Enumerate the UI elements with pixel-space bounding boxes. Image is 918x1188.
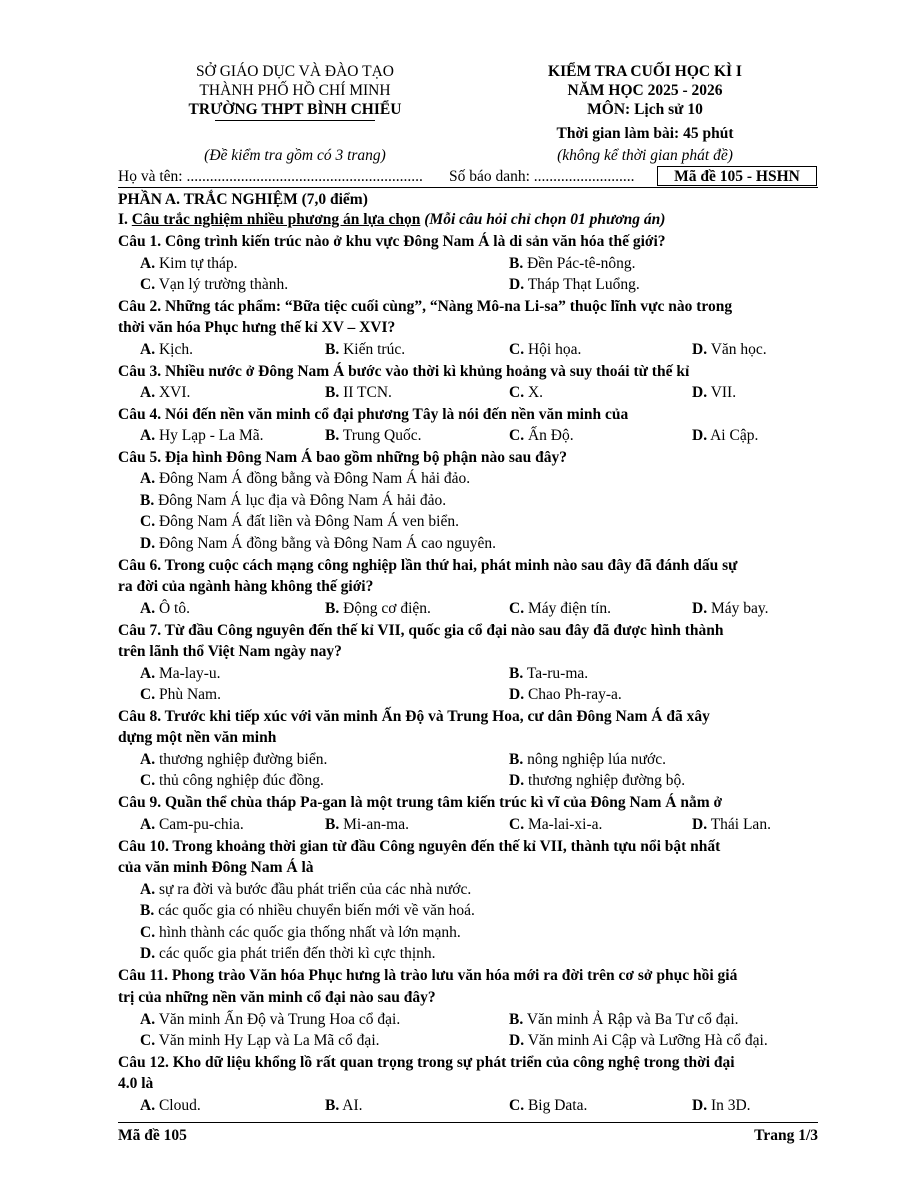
option-label: C.	[140, 686, 156, 703]
option-label: B.	[509, 665, 524, 682]
q1-option-c	[140, 275, 288, 295]
option-label: D.	[509, 772, 525, 789]
q4-option-d	[692, 426, 758, 446]
option-text: Đông Nam Á đồng bằng và Đông Nam Á cao nguyên.	[158, 535, 497, 552]
question-12-line-1: Câu 12. Kho dữ liệu khổng lồ rất quan trọng trong sự phát triển của công nghệ trong thời đại	[118, 1054, 735, 1071]
option-label: A.	[140, 1011, 156, 1028]
option-text: thương nghiệp đường bộ.	[527, 772, 686, 789]
option-text: Ai Cập.	[710, 427, 759, 444]
question-10-line-1: Câu 10. Trong khoảng thời gian từ đầu Công nguyên đến thế kỉ VII, thành tựu nổi bật nhất	[118, 838, 721, 855]
option-text: Đông Nam Á đồng bằng và Đông Nam Á hải đảo.	[158, 470, 471, 487]
q12-option-b	[325, 1096, 362, 1116]
school-year: NĂM HỌC 2025 - 2026	[567, 82, 723, 99]
q3-option-a	[140, 383, 190, 403]
option-text: II TCN.	[343, 384, 392, 401]
option-label: D.	[692, 1097, 708, 1114]
q6-option-d	[692, 599, 769, 619]
option-text: Thái Lan.	[710, 816, 771, 833]
q11-option-c	[140, 1031, 380, 1051]
option-label: B.	[509, 751, 524, 768]
option-text: In 3D.	[710, 1097, 751, 1114]
question-10-line-2: của văn minh Đông Nam Á là	[118, 859, 314, 876]
school-underline	[215, 120, 375, 121]
option-label: D.	[692, 600, 708, 617]
option-label: C.	[140, 924, 156, 941]
q7-option-d	[509, 685, 622, 705]
option-text: các quốc gia phát triển đến thời kì cực thịnh.	[158, 945, 436, 962]
option-text: XVI.	[158, 384, 191, 401]
q9-option-b	[325, 815, 409, 835]
option-label: B.	[325, 341, 340, 358]
q2-option-d	[692, 340, 767, 360]
option-label: B.	[325, 600, 340, 617]
option-text: Tháp Thạt Luổng.	[527, 276, 640, 293]
q9-option-c	[509, 815, 602, 835]
question-5: Câu 5. Địa hình Đông Nam Á bao gồm những bộ phận nào sau đây?	[118, 449, 568, 466]
option-text: Máy điện tín.	[527, 600, 612, 617]
q10-option-c	[140, 923, 461, 943]
city-name: THÀNH PHỐ HỒ CHÍ MINH	[199, 82, 391, 99]
q7-option-c	[140, 685, 221, 705]
q8-option-d	[509, 771, 685, 791]
option-text: Chao Ph-ray-a.	[527, 686, 622, 703]
q12-option-d	[692, 1096, 751, 1116]
option-label: C.	[140, 513, 156, 530]
q10-option-a	[140, 880, 471, 900]
q8-option-a	[140, 750, 327, 770]
student-id-field: Số báo danh: ..........................	[449, 168, 635, 185]
exam-code-box: Mã đề 105 - HSHN	[657, 166, 817, 186]
option-label: A.	[140, 665, 156, 682]
option-text: Văn minh Hy Lạp và La Mã cổ đại.	[158, 1032, 380, 1049]
exam-title: KIỂM TRA CUỐI HỌC KÌ I	[548, 63, 742, 80]
option-text: Ma-lai-xi-a.	[527, 816, 603, 833]
q11-option-d	[509, 1031, 768, 1051]
option-text: Ô tô.	[158, 600, 190, 617]
option-text: Đông Nam Á lục địa và Đông Nam Á hải đảo.	[158, 492, 447, 509]
q1-option-a	[140, 254, 238, 274]
subtitle-note: (Mỗi câu hỏi chỉ chọn 01 phương án)	[420, 211, 666, 228]
option-text: X.	[527, 384, 544, 401]
q1-option-d	[509, 275, 640, 295]
option-label: D.	[692, 384, 708, 401]
header-left	[150, 62, 440, 121]
option-label: D.	[140, 945, 156, 962]
option-text: Đền Pác-tê-nông.	[527, 255, 636, 272]
footer-rule	[118, 1122, 818, 1123]
department-name: SỞ GIÁO DỤC VÀ ĐÀO TẠO	[196, 63, 394, 80]
option-label: B.	[325, 816, 340, 833]
q2-option-a	[140, 340, 193, 360]
option-label: A.	[140, 600, 156, 617]
q8-option-c	[140, 771, 324, 791]
question-7-line-2: trên lãnh thổ Việt Nam ngày nay?	[118, 643, 342, 660]
q9-option-d	[692, 815, 771, 835]
q12-option-c	[509, 1096, 587, 1116]
option-label: A.	[140, 427, 156, 444]
option-label: C.	[140, 772, 156, 789]
option-text: Văn minh Ấn Độ và Trung Hoa cổ đại.	[158, 1011, 401, 1028]
option-text: thủ công nghiệp đúc đồng.	[158, 772, 324, 789]
option-label: B.	[140, 902, 155, 919]
option-text: các quốc gia có nhiều chuyển biến mới về văn hoá.	[158, 902, 475, 919]
q8-option-b	[509, 750, 666, 770]
q3-option-b	[325, 383, 392, 403]
subject: MÔN: Lịch sử 10	[587, 101, 703, 118]
duration-note: (không kể thời gian phát đề)	[557, 147, 733, 164]
question-12-line-2: 4.0 là	[118, 1075, 154, 1092]
option-label: D.	[692, 816, 708, 833]
option-label: A.	[140, 1097, 156, 1114]
section-subtitle	[118, 210, 665, 230]
option-text: Văn học.	[710, 341, 767, 358]
option-label: A.	[140, 255, 156, 272]
option-label: B.	[325, 384, 340, 401]
option-text: Trung Quốc.	[342, 427, 422, 444]
question-9: Câu 9. Quần thể chùa tháp Pa-gan là một trung tâm kiến trúc kì vĩ của Đông Nam Á nằm ở	[118, 794, 723, 811]
q7-option-b	[509, 664, 588, 684]
question-6-line-2: ra đời của ngành hàng không thế giới?	[118, 578, 374, 595]
question-6-line-1: Câu 6. Trong cuộc cách mạng công nghiệp lần thứ hai, phát minh nào sau đây đã đánh dấu sự	[118, 557, 738, 574]
q4-option-c	[509, 426, 574, 446]
option-text: Kiến trúc.	[343, 341, 406, 358]
question-4: Câu 4. Nói đến nền văn minh cổ đại phương Tây là nói đến nền văn minh của	[118, 406, 629, 423]
footer-page-number: Trang 1/3	[754, 1127, 818, 1144]
option-label: C.	[509, 1097, 525, 1114]
question-3: Câu 3. Nhiều nước ở Đông Nam Á bước vào thời kì khủng hoảng và suy thoái từ thế kỉ	[118, 363, 690, 380]
option-text: AI.	[342, 1097, 363, 1114]
q11-option-a	[140, 1010, 400, 1030]
header-right	[500, 62, 790, 143]
option-label: C.	[509, 384, 525, 401]
option-label: D.	[692, 341, 708, 358]
option-text: nông nghiệp lúa nước.	[527, 751, 666, 768]
q5-option-c	[140, 512, 459, 532]
option-label: A.	[140, 341, 156, 358]
option-label: A.	[140, 384, 156, 401]
option-text: Động cơ điện.	[343, 600, 431, 617]
option-text: Cam-pu-chia.	[158, 816, 244, 833]
q3-option-c	[509, 383, 543, 403]
school-name: TRƯỜNG THPT BÌNH CHIỂU	[188, 101, 402, 118]
option-text: Phù Nam.	[158, 686, 221, 703]
q5-option-d	[140, 534, 496, 554]
option-text: Văn minh Ả Rập và Ba Tư cổ đại.	[526, 1011, 739, 1028]
option-label: B.	[325, 1097, 340, 1114]
q11-option-b	[509, 1010, 739, 1030]
option-text: Kim tự tháp.	[158, 255, 238, 272]
option-text: Đông Nam Á đất liền và Đông Nam Á ven biển.	[158, 513, 459, 530]
option-label: A.	[140, 816, 156, 833]
pages-note: (Đề kiểm tra gồm có 3 trang)	[204, 147, 386, 164]
option-text: hình thành các quốc gia thống nhất và lớn mạnh.	[158, 924, 461, 941]
q1-option-b	[509, 254, 636, 274]
q12-option-a	[140, 1096, 201, 1116]
name-field: Họ và tên: .............................................................	[118, 168, 423, 185]
option-text: VII.	[710, 384, 737, 401]
option-text: Văn minh Ai Cập và Lưỡng Hà cổ đại.	[527, 1032, 768, 1049]
q4-option-b	[325, 426, 422, 446]
option-text: Hy Lạp - La Mã.	[158, 427, 264, 444]
option-label: C.	[509, 600, 525, 617]
option-text: Hội họa.	[527, 341, 582, 358]
footer-exam-code: Mã đề 105	[118, 1127, 187, 1144]
q6-option-a	[140, 599, 190, 619]
option-label: C.	[140, 276, 156, 293]
question-7-line-1: Câu 7. Từ đầu Công nguyên đến thế kỉ VII, quốc gia cổ đại nào sau đây đã được hình thành	[118, 622, 724, 639]
q7-option-a	[140, 664, 221, 684]
option-label: A.	[140, 881, 156, 898]
option-text: Máy bay.	[710, 600, 769, 617]
question-8-line-1: Câu 8. Trước khi tiếp xúc với văn minh Ấn Độ và Trung Hoa, cư dân Đông Nam Á đã xây	[118, 708, 710, 725]
q6-option-c	[509, 599, 611, 619]
option-label: C.	[509, 816, 525, 833]
option-text: sự ra đời và bước đầu phát triển của các nhà nước.	[158, 881, 472, 898]
q5-option-b	[140, 491, 446, 511]
q3-option-d	[692, 383, 736, 403]
option-text: Big Data.	[527, 1097, 588, 1114]
option-label: A.	[140, 751, 156, 768]
option-text: Ta-ru-ma.	[526, 665, 589, 682]
q9-option-a	[140, 815, 244, 835]
question-11-line-2: trị của những nền văn minh cổ đại nào sau đây?	[118, 989, 436, 1006]
subtitle-prefix: I.	[118, 211, 132, 228]
q5-option-a	[140, 469, 470, 489]
option-label: D.	[140, 535, 156, 552]
question-1: Câu 1. Công trình kiến trúc nào ở khu vực Đông Nam Á là di sản văn hóa thế giới?	[118, 233, 666, 250]
option-label: B.	[325, 427, 340, 444]
q2-option-c	[509, 340, 581, 360]
option-label: A.	[140, 470, 156, 487]
question-2-line-2: thời văn hóa Phục hưng thế kỉ XV – XVI?	[118, 319, 396, 336]
option-text: Mi-an-ma.	[343, 816, 409, 833]
option-label: D.	[509, 276, 525, 293]
q2-option-b	[325, 340, 405, 360]
q4-option-a	[140, 426, 264, 446]
q10-option-b	[140, 901, 475, 921]
q10-option-d	[140, 944, 436, 964]
option-label: D.	[509, 686, 525, 703]
option-label: C.	[509, 427, 525, 444]
option-text: Cloud.	[158, 1097, 201, 1114]
option-text: thương nghiệp đường biển.	[158, 751, 328, 768]
question-8-line-2: dựng một nền văn minh	[118, 729, 277, 746]
option-label: B.	[509, 255, 524, 272]
section-title: PHẦN A. TRẮC NGHIỆM (7,0 điểm)	[118, 191, 368, 208]
option-label: B.	[140, 492, 155, 509]
header-rule	[118, 187, 818, 188]
option-label: D.	[692, 427, 708, 444]
option-label: D.	[509, 1032, 525, 1049]
option-text: Kịch.	[158, 341, 193, 358]
question-2-line-1: Câu 2. Những tác phẩm: “Bữa tiệc cuối cùng”, “Nàng Mô-na Li-sa” thuộc lĩnh vực nào trong	[118, 298, 733, 315]
option-text: Vạn lý trường thành.	[158, 276, 289, 293]
option-text: Ma-lay-u.	[158, 665, 221, 682]
option-label: C.	[140, 1032, 156, 1049]
subtitle-text: Câu trắc nghiệm nhiều phương án lựa chọn	[131, 211, 421, 228]
q6-option-b	[325, 599, 431, 619]
question-11-line-1: Câu 11. Phong trào Văn hóa Phục hưng là trào lưu văn hóa mới ra đời trên cơ sở phục hồi giá	[118, 967, 738, 984]
option-label: B.	[509, 1011, 524, 1028]
option-text: Ấn Độ.	[527, 427, 574, 444]
duration: Thời gian làm bài: 45 phút	[556, 125, 734, 142]
option-label: C.	[509, 341, 525, 358]
